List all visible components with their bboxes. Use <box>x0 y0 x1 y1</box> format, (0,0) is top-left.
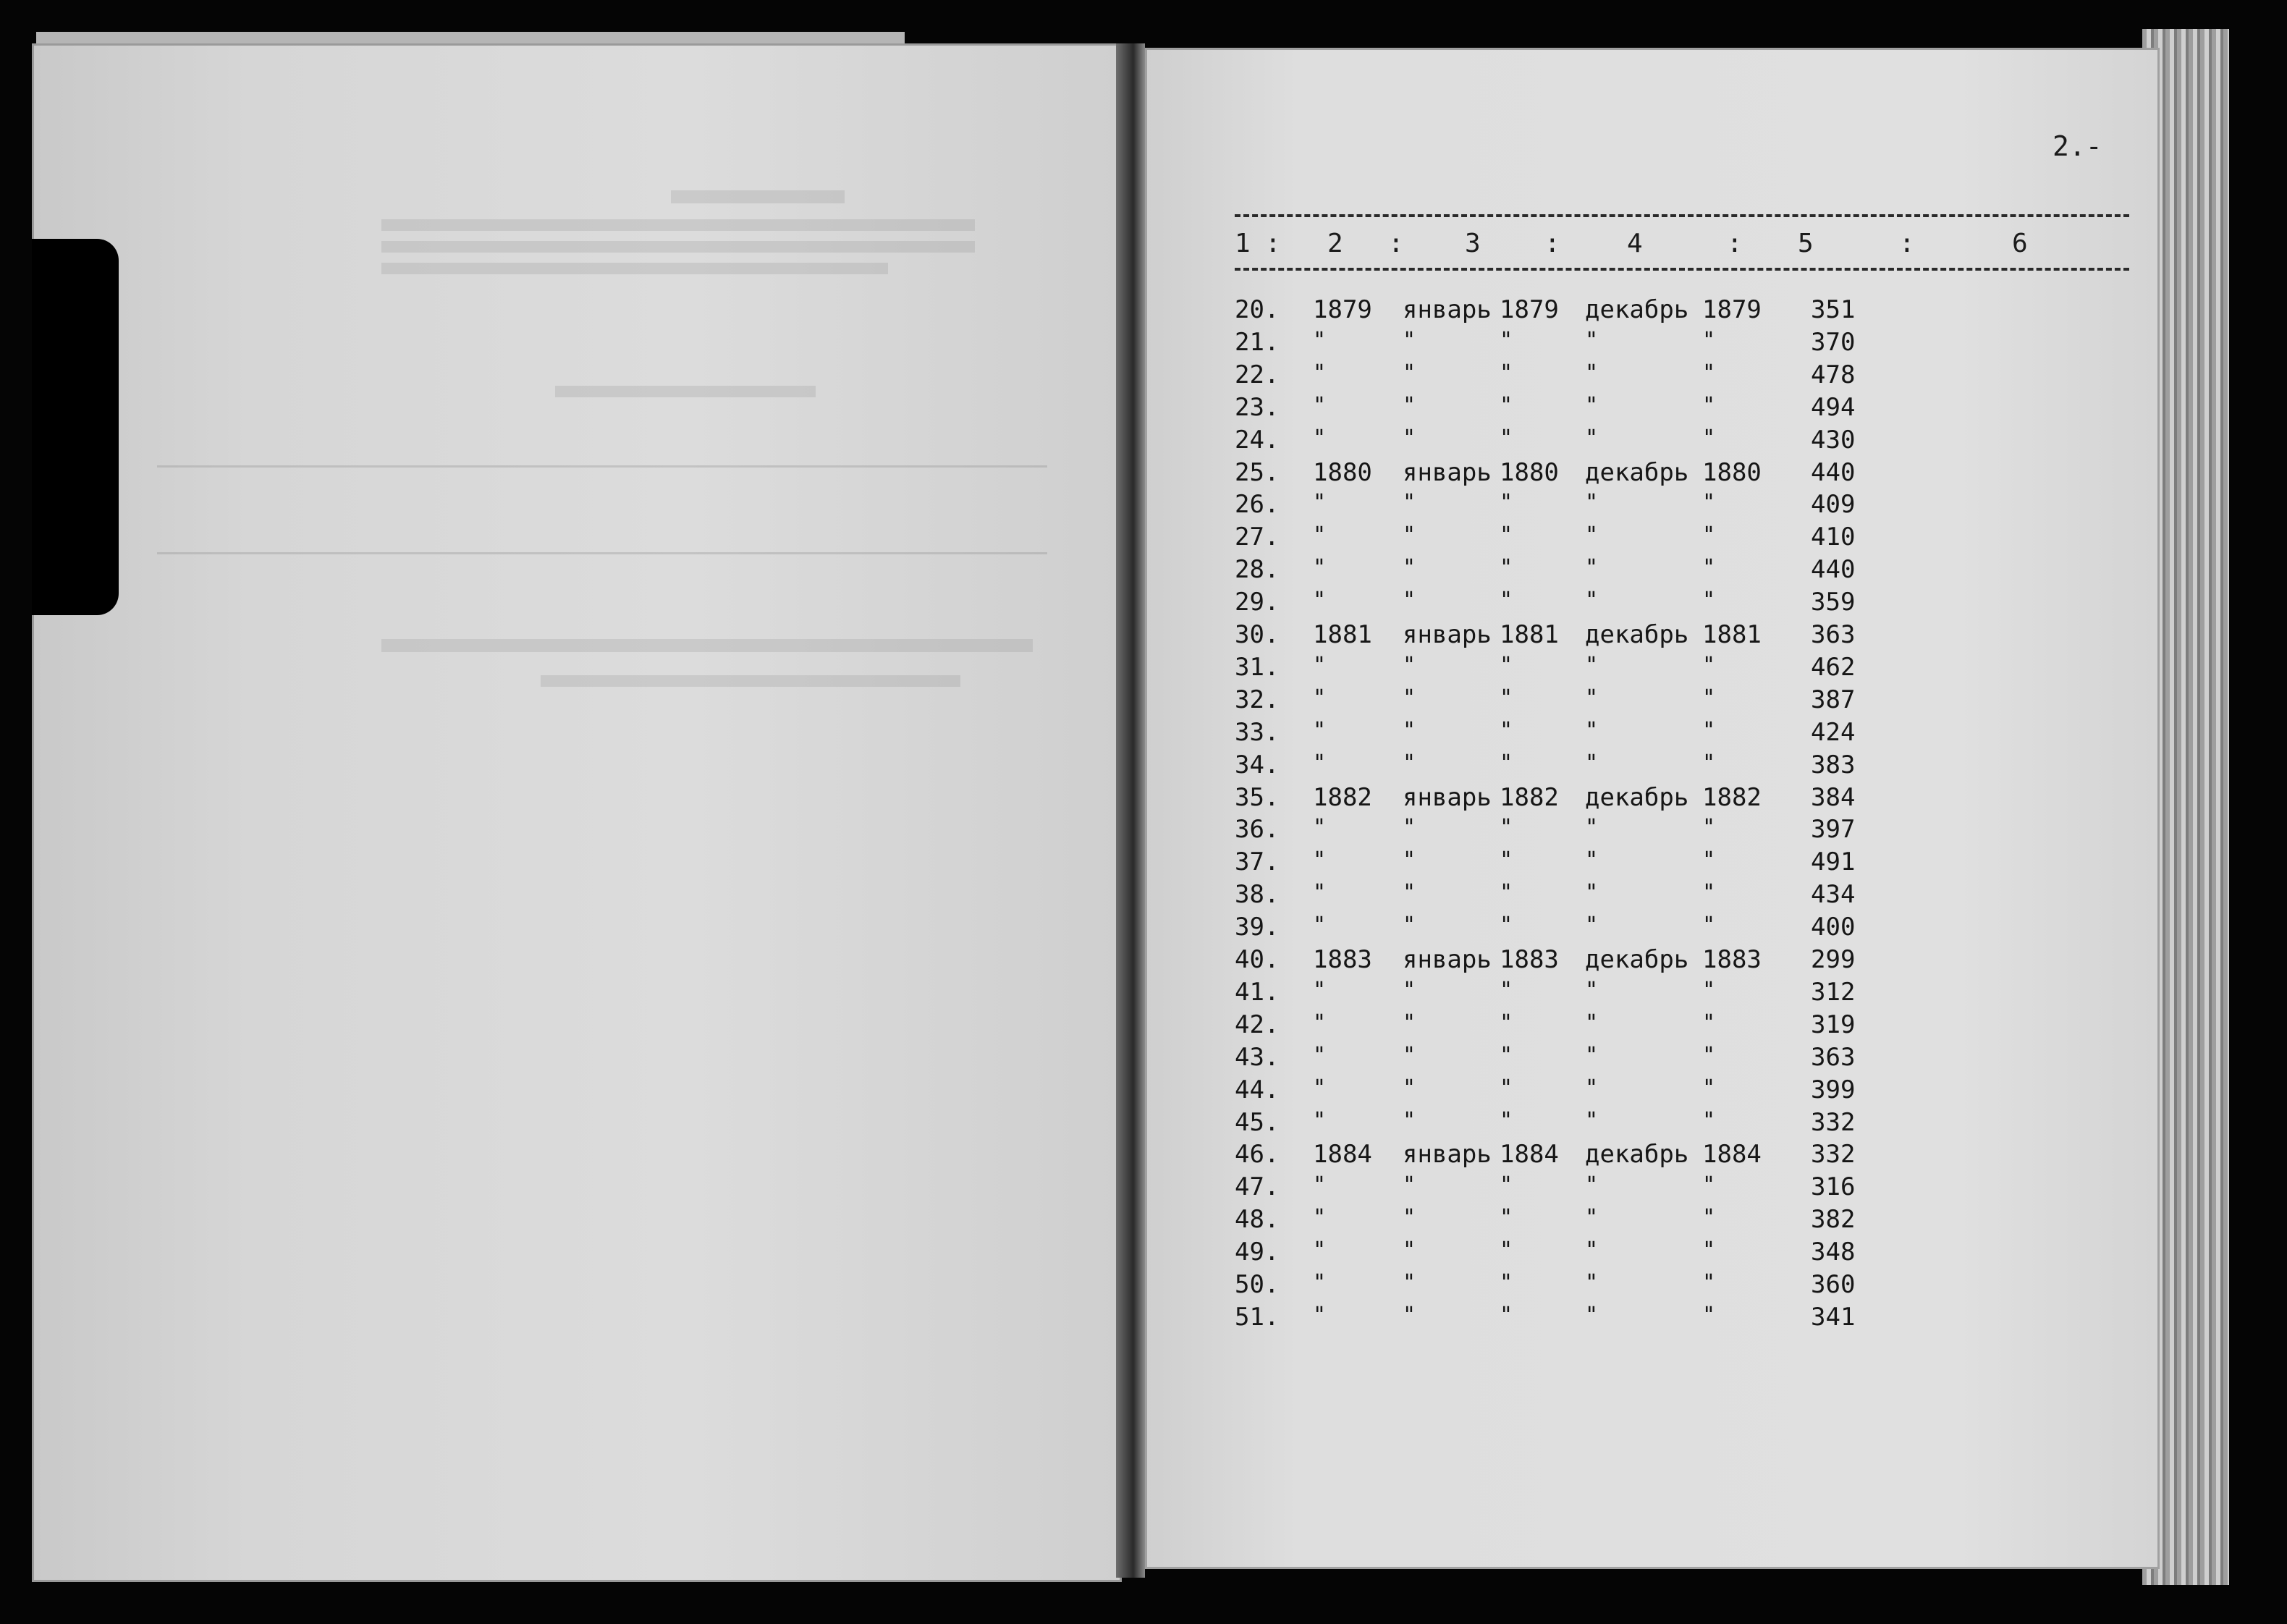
start-year: " <box>1313 880 1327 905</box>
start-month: январь <box>1403 1140 1492 1169</box>
end-month: " <box>1585 393 1599 418</box>
start-year-repeat: " <box>1500 1043 1513 1068</box>
header-col-1: 1 <box>1235 229 1251 258</box>
end-month: " <box>1585 718 1599 743</box>
table-row <box>1235 523 1958 554</box>
start-month: " <box>1403 360 1416 386</box>
header-separator: : <box>1388 229 1404 258</box>
row-number: 30. <box>1235 620 1280 649</box>
start-year: " <box>1313 718 1327 743</box>
count-value: 430 <box>1811 426 1856 454</box>
count-value: 332 <box>1811 1140 1856 1169</box>
end-month: " <box>1585 1238 1599 1263</box>
show-through-text <box>555 386 816 397</box>
row-number: 50. <box>1235 1270 1280 1299</box>
start-month: " <box>1403 815 1416 840</box>
row-number: 35. <box>1235 783 1280 812</box>
count-value: 397 <box>1811 815 1856 844</box>
end-year: " <box>1702 815 1716 840</box>
header-col-4: 4 <box>1627 229 1643 258</box>
start-year-repeat: " <box>1500 1075 1513 1101</box>
count-value: 440 <box>1811 555 1856 584</box>
header-bottom-rule <box>1235 268 2129 271</box>
end-month: декабрь <box>1585 295 1689 324</box>
row-number: 46. <box>1235 1140 1280 1169</box>
count-value: 440 <box>1811 458 1856 487</box>
end-year: " <box>1702 490 1716 515</box>
start-year-repeat: " <box>1500 913 1513 938</box>
start-year-repeat: 1880 <box>1500 458 1559 487</box>
start-year: " <box>1313 1270 1327 1295</box>
end-month: " <box>1585 685 1599 711</box>
end-month: " <box>1585 328 1599 353</box>
count-value: 299 <box>1811 945 1856 974</box>
end-month: декабрь <box>1585 945 1689 974</box>
start-year: " <box>1313 653 1327 678</box>
header-col-5: 5 <box>1798 229 1814 258</box>
start-month: январь <box>1403 945 1492 974</box>
count-value: 400 <box>1811 913 1856 942</box>
row-number: 22. <box>1235 360 1280 389</box>
start-month: январь <box>1403 458 1492 487</box>
row-number: 44. <box>1235 1075 1280 1104</box>
table-row <box>1235 978 1958 1010</box>
start-year: " <box>1313 913 1327 938</box>
end-year: " <box>1702 750 1716 776</box>
count-value: 409 <box>1811 490 1856 519</box>
start-year-repeat: " <box>1500 1303 1513 1328</box>
end-month: " <box>1585 847 1599 873</box>
start-month: " <box>1403 1108 1416 1133</box>
end-year: " <box>1702 847 1716 873</box>
start-year-repeat: " <box>1500 815 1513 840</box>
start-year: " <box>1313 847 1327 873</box>
start-year-repeat: " <box>1500 426 1513 451</box>
start-year-repeat: " <box>1500 718 1513 743</box>
start-year: " <box>1313 360 1327 386</box>
start-month: " <box>1403 750 1416 776</box>
start-year: " <box>1313 328 1327 353</box>
start-month: январь <box>1403 620 1492 649</box>
table-row <box>1235 458 1958 490</box>
table-row <box>1235 426 1958 457</box>
show-through-text <box>381 241 975 253</box>
start-month: " <box>1403 490 1416 515</box>
table-row <box>1235 913 1958 944</box>
row-number: 31. <box>1235 653 1280 682</box>
start-month: " <box>1403 1043 1416 1068</box>
end-year: " <box>1702 1010 1716 1036</box>
end-year: " <box>1702 393 1716 418</box>
table-row <box>1235 945 1958 977</box>
row-number: 45. <box>1235 1108 1280 1137</box>
start-month: " <box>1403 393 1416 418</box>
show-through-text <box>381 219 975 231</box>
start-year: " <box>1313 685 1327 711</box>
row-number: 20. <box>1235 295 1280 324</box>
count-value: 382 <box>1811 1205 1856 1234</box>
book-gutter <box>1116 43 1145 1578</box>
start-year: " <box>1313 426 1327 451</box>
end-month: " <box>1585 1075 1599 1101</box>
end-month: " <box>1585 1010 1599 1036</box>
start-year-repeat: " <box>1500 360 1513 386</box>
table-row <box>1235 880 1958 912</box>
row-number: 37. <box>1235 847 1280 876</box>
show-through-rule <box>157 552 1047 554</box>
table-row <box>1235 393 1958 425</box>
start-year: " <box>1313 1075 1327 1101</box>
count-value: 319 <box>1811 1010 1856 1039</box>
end-year: " <box>1702 1108 1716 1133</box>
end-year: 1883 <box>1702 945 1762 974</box>
end-month: " <box>1585 750 1599 776</box>
start-month: " <box>1403 588 1416 613</box>
row-number: 33. <box>1235 718 1280 747</box>
show-through-text <box>671 190 845 203</box>
row-number: 26. <box>1235 490 1280 519</box>
start-month: " <box>1403 653 1416 678</box>
end-year: " <box>1702 360 1716 386</box>
start-year-repeat: " <box>1500 555 1513 580</box>
end-year: 1881 <box>1702 620 1762 649</box>
table-row <box>1235 295 1958 327</box>
count-value: 478 <box>1811 360 1856 389</box>
table-row <box>1235 588 1958 619</box>
row-number: 34. <box>1235 750 1280 779</box>
end-year: " <box>1702 1270 1716 1295</box>
row-number: 47. <box>1235 1172 1280 1201</box>
start-year-repeat: 1879 <box>1500 295 1559 324</box>
header-top-rule <box>1235 214 2129 217</box>
start-month: " <box>1403 1303 1416 1328</box>
page-tab-notch <box>32 239 119 615</box>
end-month: " <box>1585 653 1599 678</box>
start-year: 1881 <box>1313 620 1372 649</box>
header-col-6: 6 <box>2012 229 2028 258</box>
start-month: " <box>1403 426 1416 451</box>
table-row <box>1235 847 1958 879</box>
end-month: " <box>1585 815 1599 840</box>
table-row <box>1235 490 1958 522</box>
table-row <box>1235 685 1958 717</box>
count-value: 370 <box>1811 328 1856 357</box>
table-row <box>1235 328 1958 360</box>
start-year: 1879 <box>1313 295 1372 324</box>
start-year-repeat: " <box>1500 393 1513 418</box>
start-month: " <box>1403 913 1416 938</box>
start-year-repeat: " <box>1500 750 1513 776</box>
count-value: 462 <box>1811 653 1856 682</box>
row-number: 24. <box>1235 426 1280 454</box>
start-year-repeat: " <box>1500 1238 1513 1263</box>
start-month: январь <box>1403 295 1492 324</box>
end-month: декабрь <box>1585 458 1689 487</box>
start-year-repeat: " <box>1500 1010 1513 1036</box>
table-row <box>1235 1238 1958 1269</box>
start-year: 1884 <box>1313 1140 1372 1169</box>
end-year: " <box>1702 328 1716 353</box>
start-year: " <box>1313 490 1327 515</box>
row-number: 23. <box>1235 393 1280 422</box>
start-year: " <box>1313 1238 1327 1263</box>
start-year: " <box>1313 978 1327 1003</box>
row-number: 49. <box>1235 1238 1280 1266</box>
end-year: 1880 <box>1702 458 1762 487</box>
row-number: 27. <box>1235 523 1280 551</box>
table-row <box>1235 1140 1958 1172</box>
end-month: декабрь <box>1585 620 1689 649</box>
table-row <box>1235 555 1958 587</box>
end-month: " <box>1585 1108 1599 1133</box>
count-value: 491 <box>1811 847 1856 876</box>
left-page <box>32 43 1122 1582</box>
count-value: 312 <box>1811 978 1856 1007</box>
end-year: " <box>1702 555 1716 580</box>
count-value: 383 <box>1811 750 1856 779</box>
start-month: " <box>1403 880 1416 905</box>
start-month: " <box>1403 328 1416 353</box>
start-year: " <box>1313 1108 1327 1133</box>
end-month: " <box>1585 1043 1599 1068</box>
start-month: " <box>1403 1238 1416 1263</box>
table-row <box>1235 1172 1958 1204</box>
start-month: " <box>1403 523 1416 548</box>
table-row <box>1235 653 1958 685</box>
table-row <box>1235 1108 1958 1140</box>
end-year: " <box>1702 1205 1716 1230</box>
end-month: " <box>1585 360 1599 386</box>
start-year: 1883 <box>1313 945 1372 974</box>
start-year-repeat: " <box>1500 653 1513 678</box>
end-year: 1884 <box>1702 1140 1762 1169</box>
start-year-repeat: " <box>1500 588 1513 613</box>
start-year: 1882 <box>1313 783 1372 812</box>
table-row <box>1235 815 1958 847</box>
header-separator: : <box>1544 229 1560 258</box>
table-row <box>1235 1205 1958 1237</box>
start-year-repeat: 1883 <box>1500 945 1559 974</box>
end-month: " <box>1585 880 1599 905</box>
count-value: 399 <box>1811 1075 1856 1104</box>
count-value: 363 <box>1811 620 1856 649</box>
end-month: " <box>1585 490 1599 515</box>
count-value: 494 <box>1811 393 1856 422</box>
row-number: 39. <box>1235 913 1280 942</box>
end-month: " <box>1585 555 1599 580</box>
row-number: 48. <box>1235 1205 1280 1234</box>
start-year: " <box>1313 815 1327 840</box>
show-through-text <box>381 639 1033 652</box>
start-year-repeat: " <box>1500 978 1513 1003</box>
start-year: " <box>1313 1205 1327 1230</box>
count-value: 424 <box>1811 718 1856 747</box>
row-number: 41. <box>1235 978 1280 1007</box>
start-year-repeat: " <box>1500 1172 1513 1198</box>
table-row <box>1235 750 1958 782</box>
row-number: 43. <box>1235 1043 1280 1072</box>
end-month: " <box>1585 523 1599 548</box>
end-year: " <box>1702 1238 1716 1263</box>
start-year-repeat: " <box>1500 328 1513 353</box>
start-year-repeat: " <box>1500 1108 1513 1133</box>
header-separator: : <box>1265 229 1281 258</box>
end-month: " <box>1585 978 1599 1003</box>
count-value: 359 <box>1811 588 1856 617</box>
start-year-repeat: " <box>1500 685 1513 711</box>
end-month: " <box>1585 1303 1599 1328</box>
count-value: 351 <box>1811 295 1856 324</box>
header-separator: : <box>1899 229 1915 258</box>
start-month: " <box>1403 847 1416 873</box>
start-month: " <box>1403 1205 1416 1230</box>
count-value: 348 <box>1811 1238 1856 1266</box>
table-row <box>1235 1270 1958 1302</box>
start-year: " <box>1313 393 1327 418</box>
row-number: 28. <box>1235 555 1280 584</box>
start-month: январь <box>1403 783 1492 812</box>
row-number: 38. <box>1235 880 1280 909</box>
start-year: " <box>1313 1010 1327 1036</box>
header-col-2: 2 <box>1327 229 1343 258</box>
end-year: " <box>1702 523 1716 548</box>
end-month: декабрь <box>1585 1140 1689 1169</box>
start-year-repeat: 1884 <box>1500 1140 1559 1169</box>
show-through-rule <box>157 465 1047 468</box>
end-month: " <box>1585 1172 1599 1198</box>
row-number: 42. <box>1235 1010 1280 1039</box>
count-value: 384 <box>1811 783 1856 812</box>
count-value: 316 <box>1811 1172 1856 1201</box>
start-year-repeat: " <box>1500 1270 1513 1295</box>
end-year: " <box>1702 1303 1716 1328</box>
end-month: " <box>1585 426 1599 451</box>
table-header <box>1235 229 2129 263</box>
end-year: " <box>1702 913 1716 938</box>
start-month: " <box>1403 1270 1416 1295</box>
start-year: " <box>1313 523 1327 548</box>
start-month: " <box>1403 685 1416 711</box>
count-value: 332 <box>1811 1108 1856 1137</box>
start-month: " <box>1403 1010 1416 1036</box>
start-year: " <box>1313 1303 1327 1328</box>
table-row <box>1235 1010 1958 1042</box>
end-month: " <box>1585 1270 1599 1295</box>
start-year-repeat: " <box>1500 490 1513 515</box>
end-year: " <box>1702 718 1716 743</box>
row-number: 21. <box>1235 328 1280 357</box>
count-value: 360 <box>1811 1270 1856 1299</box>
row-number: 40. <box>1235 945 1280 974</box>
count-value: 341 <box>1811 1303 1856 1332</box>
start-year: 1880 <box>1313 458 1372 487</box>
row-number: 32. <box>1235 685 1280 714</box>
start-year-repeat: " <box>1500 880 1513 905</box>
start-year: " <box>1313 1043 1327 1068</box>
row-number: 29. <box>1235 588 1280 617</box>
end-month: " <box>1585 913 1599 938</box>
page-number: 2.- <box>2053 130 2102 162</box>
table-row <box>1235 360 1958 392</box>
start-month: " <box>1403 718 1416 743</box>
end-year: " <box>1702 978 1716 1003</box>
header-separator: : <box>1727 229 1743 258</box>
table-row <box>1235 1303 1958 1335</box>
start-year: " <box>1313 750 1327 776</box>
end-year: " <box>1702 1043 1716 1068</box>
start-year-repeat: " <box>1500 523 1513 548</box>
table-row <box>1235 783 1958 815</box>
row-number: 36. <box>1235 815 1280 844</box>
start-year: " <box>1313 555 1327 580</box>
end-year: " <box>1702 653 1716 678</box>
end-year: " <box>1702 880 1716 905</box>
end-year: " <box>1702 426 1716 451</box>
end-month: " <box>1585 588 1599 613</box>
start-year-repeat: 1881 <box>1500 620 1559 649</box>
show-through-text <box>541 675 960 687</box>
count-value: 434 <box>1811 880 1856 909</box>
table-row <box>1235 1075 1958 1107</box>
count-value: 363 <box>1811 1043 1856 1072</box>
start-month: " <box>1403 978 1416 1003</box>
start-year-repeat: 1882 <box>1500 783 1559 812</box>
end-year: " <box>1702 1172 1716 1198</box>
end-year: " <box>1702 685 1716 711</box>
table-row <box>1235 718 1958 750</box>
end-month: " <box>1585 1205 1599 1230</box>
table-row <box>1235 1043 1958 1075</box>
start-year: " <box>1313 588 1327 613</box>
end-year: " <box>1702 1075 1716 1101</box>
show-through-text <box>381 263 888 274</box>
end-year: " <box>1702 588 1716 613</box>
start-year-repeat: " <box>1500 1205 1513 1230</box>
row-number: 51. <box>1235 1303 1280 1332</box>
end-year: 1882 <box>1702 783 1762 812</box>
end-month: декабрь <box>1585 783 1689 812</box>
start-month: " <box>1403 1172 1416 1198</box>
header-col-3: 3 <box>1465 229 1481 258</box>
start-month: " <box>1403 555 1416 580</box>
start-month: " <box>1403 1075 1416 1101</box>
table-row <box>1235 620 1958 652</box>
row-number: 25. <box>1235 458 1280 487</box>
count-value: 410 <box>1811 523 1856 551</box>
start-year: " <box>1313 1172 1327 1198</box>
start-year-repeat: " <box>1500 847 1513 873</box>
end-year: 1879 <box>1702 295 1762 324</box>
count-value: 387 <box>1811 685 1856 714</box>
